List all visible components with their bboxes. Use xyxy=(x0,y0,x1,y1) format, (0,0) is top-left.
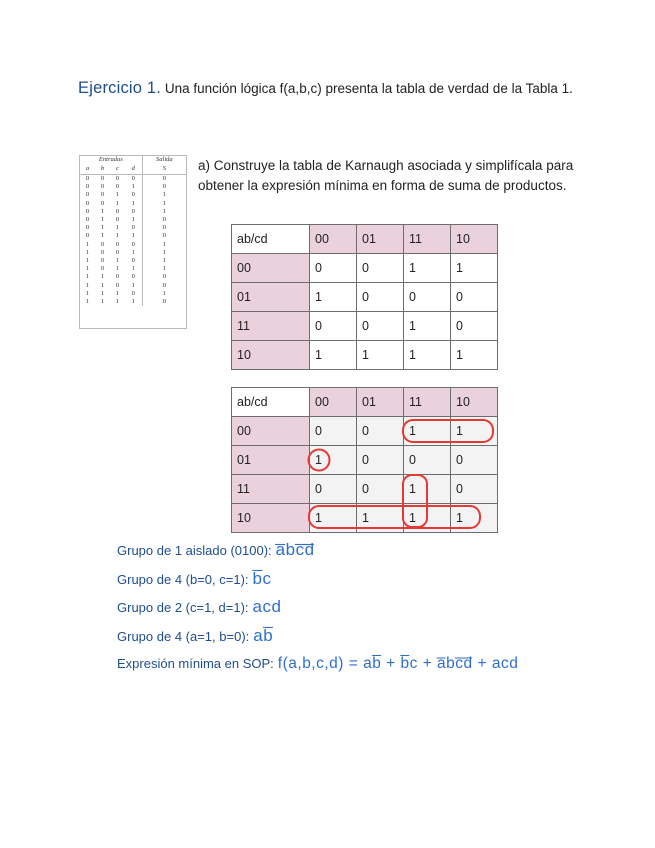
group-label: Grupo de 1 aislado (0100): xyxy=(117,543,272,558)
truth-cell: 1 xyxy=(131,199,135,207)
truth-cell: 1 xyxy=(85,265,90,273)
truth-cell: 1 xyxy=(142,208,186,216)
kmap-cell: 0 xyxy=(357,254,404,283)
truth-cell: 0 xyxy=(115,240,120,248)
truth-cell: 0 xyxy=(100,265,105,273)
group-line-1 xyxy=(117,540,315,560)
kmap-cell: 1 xyxy=(310,341,357,370)
truth-cell: 1 xyxy=(85,289,90,297)
truth-cell: 1 xyxy=(100,298,105,306)
truth-cell: 0 xyxy=(142,273,186,281)
group-expr: b̅c xyxy=(252,569,272,588)
group-expr: f(a,b,c,d) = ab̅ + b̅c + a̅bc̅d̅ + acd xyxy=(277,655,519,672)
truth-cell: 1 xyxy=(100,224,105,232)
group-circle-col11 xyxy=(403,475,427,527)
truth-cell: 0 xyxy=(100,175,105,182)
truth-cell: 0 xyxy=(100,257,105,265)
kmap-col-header: 10 xyxy=(451,225,498,254)
truth-cell: 1 xyxy=(142,265,186,273)
truth-cell: 0 xyxy=(85,207,90,215)
exercise-label: Ejercicio 1. xyxy=(78,79,162,97)
truth-cell: 0 xyxy=(131,207,135,215)
kmap-cell: 0 xyxy=(310,312,357,341)
truth-cell: 0 xyxy=(131,191,135,199)
kmap-row-header: 11 xyxy=(232,475,310,504)
kmap-cell: 0 xyxy=(357,446,404,475)
truth-cell: 0 xyxy=(100,183,105,191)
truth-cell: 1 xyxy=(142,191,186,199)
truth-cell: 1 xyxy=(100,289,105,297)
group-circle-0100 xyxy=(309,450,330,471)
truth-col-header: b xyxy=(95,165,110,175)
truth-cell: 1 xyxy=(85,298,90,306)
truth-cell: 0 xyxy=(142,216,186,224)
kmap-cell: 0 xyxy=(310,417,357,446)
sop-expression-line xyxy=(117,655,518,673)
truth-cell: 1 xyxy=(115,289,120,297)
truth-cell: 0 xyxy=(115,207,120,215)
kmap-cell: 1 xyxy=(310,504,357,533)
kmap-corner-label: ab/cd xyxy=(232,225,310,254)
kmap-cell: 1 xyxy=(357,341,404,370)
group-line-2 xyxy=(117,569,272,589)
kmap-cell: 1 xyxy=(404,475,451,504)
truth-cell: 1 xyxy=(100,281,105,289)
kmap-cell: 0 xyxy=(404,283,451,312)
truth-cell: 1 xyxy=(115,224,120,232)
kmap-row-header: 11 xyxy=(232,312,310,341)
truth-cell: 0 xyxy=(115,175,120,182)
kmap-corner-label: ab/cd xyxy=(232,388,310,417)
kmap-col-header: 11 xyxy=(404,225,451,254)
kmap-cell: 1 xyxy=(357,504,404,533)
kmap-row-header: 00 xyxy=(232,417,310,446)
truth-cell: 0 xyxy=(115,273,120,281)
kmap-row-header: 10 xyxy=(232,504,310,533)
truth-cell: 1 xyxy=(142,290,186,298)
truth-cell: 1 xyxy=(100,273,105,281)
truth-cell: 1 xyxy=(131,216,135,224)
truth-cell: 0 xyxy=(142,232,186,240)
kmap-cell: 0 xyxy=(451,475,498,504)
truth-cell: 1 xyxy=(142,241,186,249)
truth-cell: 0 xyxy=(131,289,135,297)
truth-cell: 0 xyxy=(115,281,120,289)
truth-cell: 1 xyxy=(115,298,120,306)
group-line-3 xyxy=(117,597,281,617)
truth-cell: 1 xyxy=(85,240,90,248)
kmap-cell: 1 xyxy=(310,446,357,475)
kmap-cell: 1 xyxy=(404,254,451,283)
truth-cell: 0 xyxy=(115,216,120,224)
kmap-cell: 0 xyxy=(357,417,404,446)
truth-col-header: S xyxy=(142,165,186,175)
kmap-cell: 1 xyxy=(404,341,451,370)
truth-cell: 1 xyxy=(100,216,105,224)
kmap-col-header: 00 xyxy=(310,388,357,417)
kmap-cell: 1 xyxy=(451,504,498,533)
kmap-cell: 0 xyxy=(451,312,498,341)
truth-cell: 0 xyxy=(131,224,135,232)
kmap-cell: 0 xyxy=(357,283,404,312)
truth-cell: 1 xyxy=(142,200,186,208)
kmap-cell: 0 xyxy=(357,475,404,504)
truth-cell: 1 xyxy=(85,281,90,289)
kmap-cell: 0 xyxy=(310,254,357,283)
group-circle-row10 xyxy=(309,506,480,528)
kmap-cell: 0 xyxy=(451,283,498,312)
group-label: Expresión mínima en SOP: xyxy=(117,656,274,671)
truth-cell: 0 xyxy=(85,199,90,207)
truth-cell: 1 xyxy=(142,257,186,265)
group-label: Grupo de 4 (a=1, b=0): xyxy=(117,629,250,644)
truth-cell: 0 xyxy=(85,216,90,224)
truth-cell: 0 xyxy=(85,191,90,199)
truth-cell: 1 xyxy=(100,232,105,240)
kmap-col-header: 01 xyxy=(357,225,404,254)
truth-cell: 1 xyxy=(115,191,120,199)
truth-cell: 1 xyxy=(85,248,90,256)
truth-cell: 0 xyxy=(131,257,135,265)
truth-cell: 0 xyxy=(100,248,105,256)
kmap-cell: 0 xyxy=(357,312,404,341)
truth-cell: 0 xyxy=(131,273,135,281)
truth-cell: 1 xyxy=(131,183,135,191)
truth-col-header: c xyxy=(110,165,125,175)
truth-group-header-output: Salida xyxy=(142,156,186,165)
truth-cell: 0 xyxy=(85,224,90,232)
truth-cell: 1 xyxy=(115,257,120,265)
truth-cell: 1 xyxy=(85,273,90,281)
group-circle-row00 xyxy=(403,420,493,442)
kmap-cell: 1 xyxy=(404,312,451,341)
question-a: a) Construye la tabla de Karnaugh asociada y simplifícala para obtener la expresión mínima en forma de suma de productos. xyxy=(198,158,574,193)
truth-col-header: d xyxy=(125,165,142,175)
truth-cell: 1 xyxy=(85,257,90,265)
kmap-cell: 1 xyxy=(404,504,451,533)
group-expr: acd xyxy=(252,597,282,616)
truth-cell: 1 xyxy=(131,281,135,289)
truth-cell: 0 xyxy=(142,224,186,232)
group-label: Grupo de 2 (c=1, d=1): xyxy=(117,600,249,615)
exercise-statement: Una función lógica f(a,b,c) presenta la tabla de verdad de la Tabla 1. xyxy=(161,81,573,96)
truth-cell: 1 xyxy=(115,232,120,240)
kmap-cell: 1 xyxy=(310,283,357,312)
truth-cell: 0 xyxy=(142,298,186,306)
kmap-row-header: 01 xyxy=(232,283,310,312)
truth-cell: 0 xyxy=(115,248,120,256)
truth-cell: 0 xyxy=(131,240,135,248)
truth-cell: 0 xyxy=(85,183,90,191)
kmap-cell: 1 xyxy=(451,341,498,370)
truth-cell: 0 xyxy=(131,175,135,182)
truth-group-header-inputs: Entradas xyxy=(98,156,123,164)
truth-cell: 0 xyxy=(142,282,186,290)
kmap-col-header: 00 xyxy=(310,225,357,254)
truth-cell: 0 xyxy=(142,183,186,191)
group-line-4 xyxy=(117,626,273,646)
truth-cell: 1 xyxy=(131,298,135,306)
kmap-cell: 1 xyxy=(451,254,498,283)
truth-cell: 1 xyxy=(131,265,135,273)
truth-cell: 1 xyxy=(115,265,120,273)
truth-cell: 0 xyxy=(100,191,105,199)
truth-cell: 0 xyxy=(85,175,90,182)
kmap-cell: 1 xyxy=(404,417,451,446)
group-expr: ab̅ xyxy=(253,626,274,645)
kmap-cell: 1 xyxy=(451,417,498,446)
truth-cell: 0 xyxy=(100,240,105,248)
truth-cell: 1 xyxy=(100,207,105,215)
truth-cell: 0 xyxy=(85,232,90,240)
truth-cell: 0 xyxy=(100,199,105,207)
kmap-row-header: 10 xyxy=(232,341,310,370)
kmap-cell: 0 xyxy=(404,446,451,475)
truth-col-header: a xyxy=(80,165,95,175)
kmap-row-header: 00 xyxy=(232,254,310,283)
truth-cell: 0 xyxy=(142,175,186,184)
truth-cell: 1 xyxy=(142,249,186,257)
truth-cell: 1 xyxy=(131,232,135,240)
kmap-cell: 0 xyxy=(451,446,498,475)
kmap-col-header: 11 xyxy=(404,388,451,417)
group-label: Grupo de 4 (b=0, c=1): xyxy=(117,572,249,587)
kmap-col-header: 10 xyxy=(451,388,498,417)
truth-cell: 1 xyxy=(115,199,120,207)
group-expr: a̅bc̅d̅ xyxy=(275,540,315,559)
kmap-cell: 0 xyxy=(310,475,357,504)
truth-cell: 0 xyxy=(115,183,120,191)
truth-cell: 1 xyxy=(131,248,135,256)
kmap-row-header: 01 xyxy=(232,446,310,475)
kmap-col-header: 01 xyxy=(357,388,404,417)
